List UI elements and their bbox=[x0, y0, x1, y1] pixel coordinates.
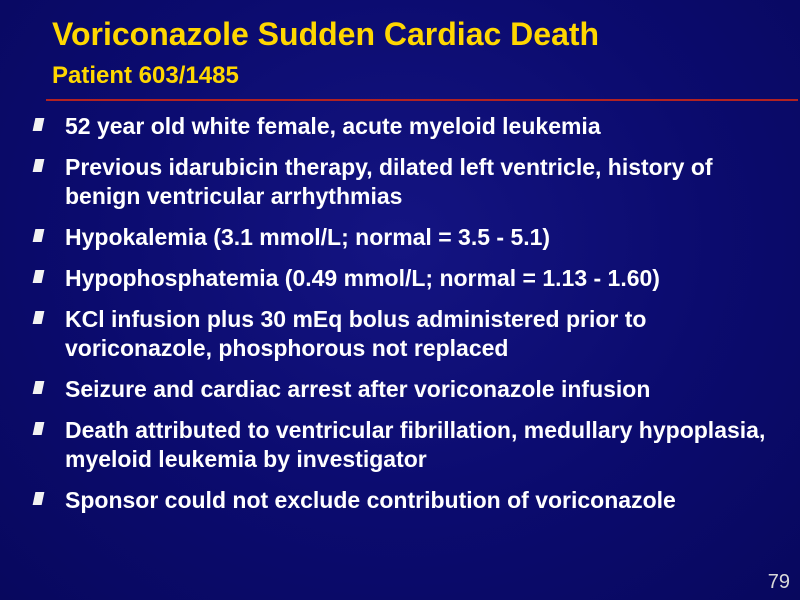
bullet-icon bbox=[33, 381, 45, 394]
bullet-text: Hypokalemia (3.1 mmol/L; normal = 3.5 - 5.1) bbox=[65, 224, 551, 250]
bullet-icon bbox=[33, 422, 45, 435]
bullet-item bbox=[32, 153, 772, 211]
bullet-item bbox=[32, 264, 772, 293]
bullet-icon bbox=[33, 118, 45, 131]
bullet-item bbox=[32, 486, 772, 515]
page-number: 79 bbox=[767, 571, 790, 593]
bullet-text: Seizure and cardiac arrest after voriconazole infusion bbox=[65, 376, 651, 402]
bullet-item bbox=[32, 112, 772, 141]
bullet-item bbox=[32, 375, 772, 404]
bullet-text: KCl infusion plus 30 mEq bolus administered prior to voriconazole, phosphorous not replaced bbox=[65, 306, 647, 361]
bullet-icon bbox=[33, 492, 45, 505]
bullet-text: Sponsor could not exclude contribution of voriconazole bbox=[65, 487, 676, 513]
bullet-item bbox=[32, 416, 772, 474]
bullet-icon bbox=[33, 311, 45, 324]
bullet-icon bbox=[33, 229, 45, 242]
bullet-item bbox=[32, 223, 772, 252]
bullet-icon bbox=[33, 159, 45, 172]
slide-title: Voriconazole Sudden Cardiac Death bbox=[52, 16, 600, 52]
bullet-list bbox=[32, 112, 772, 527]
title-divider bbox=[46, 99, 798, 101]
bullet-text: Death attributed to ventricular fibrillation, medullary hypoplasia, myeloid leukemia by investigator bbox=[65, 417, 766, 472]
bullet-text: Hypophosphatemia (0.49 mmol/L; normal = 1.13 - 1.60) bbox=[65, 265, 660, 291]
bullet-text: Previous idarubicin therapy, dilated left ventricle, history of benign ventricular arrhythmias bbox=[65, 154, 713, 209]
bullet-item bbox=[32, 305, 772, 363]
bullet-icon bbox=[33, 270, 45, 283]
slide-subtitle: Patient 603/1485 bbox=[52, 62, 239, 89]
bullet-text: 52 year old white female, acute myeloid leukemia bbox=[65, 113, 601, 139]
